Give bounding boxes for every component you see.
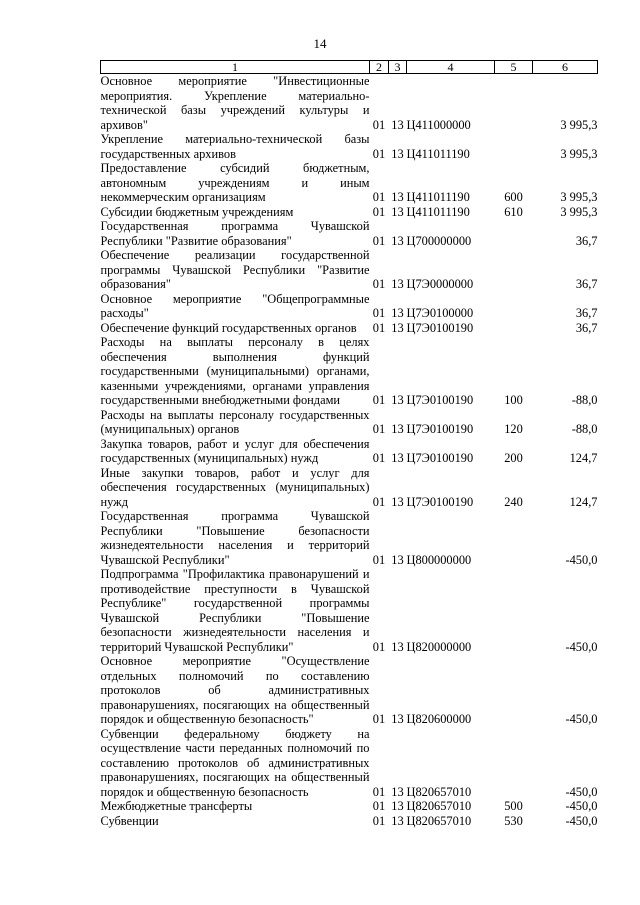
row-name-cell: Государственная программа Чувашской Республики "Повышение безопасности жизнедеятельности населения и территорий Чувашской Республики" [100, 509, 370, 567]
table-header-row [101, 61, 598, 74]
amount-cell: 36,7 [575, 306, 598, 320]
page-number: 14 [313, 36, 327, 51]
expense-type-cell: 600 [504, 190, 523, 204]
subsection-code-cell: 13 [391, 422, 404, 436]
row-name-cell: Основное мероприятие "Инвестиционные мероприятия. Укрепление материально-технической базы учреждений культуры и архивов" [100, 74, 370, 132]
target-code-cell: Ц411011190 [406, 146, 470, 161]
target-code-cell: Ц7Э0000000 [406, 277, 474, 291]
table-row [101, 132, 598, 161]
amount-cell: -450,0 [565, 784, 598, 799]
target-code-cell: Ц7Э0100190 [406, 494, 474, 509]
subsection-code-cell: 13 [391, 233, 404, 248]
subsection-code-cell: 13 [391, 494, 404, 509]
expense-type-cell: 530 [504, 813, 523, 828]
table-row [101, 437, 598, 466]
subsection-code-cell: 13 [391, 393, 404, 407]
target-code-cell: Ц411000000 [406, 117, 471, 132]
expense-type-cell: 500 [504, 799, 523, 813]
table-row [101, 466, 598, 510]
expense-type-cell: 100 [504, 393, 523, 407]
row-name-cell: Субвенции [100, 813, 159, 828]
subsection-code-cell: 13 [391, 552, 404, 567]
table-row [101, 205, 598, 220]
row-name-cell: Межбюджетные трансферты [100, 799, 253, 813]
target-code-cell: Ц820000000 [406, 639, 472, 654]
table-row [101, 654, 598, 727]
table-row [101, 408, 598, 437]
target-code-cell: Ц7Э0100190 [406, 451, 474, 465]
subsection-code-cell: 13 [391, 799, 404, 813]
target-code-cell: Ц7Э0100000 [406, 306, 474, 320]
section-code-cell: 01 [372, 451, 386, 465]
expense-type-cell [495, 321, 533, 336]
expense-type-cell [495, 509, 533, 567]
subsection-code-cell: 13 [391, 146, 404, 161]
target-code-cell: Ц7Э0100190 [406, 422, 474, 436]
amount-cell: 124,7 [569, 451, 598, 465]
amount-cell: -450,0 [565, 799, 598, 813]
row-name-cell: Предоставление субсидий бюджетным, автономным учреждениям и иным некоммерческим организациям [100, 161, 370, 204]
row-name-cell: Основное мероприятие "Осуществление отдельных полномочий по составлению протоколов об административных правонарушениях, посягающих на общественный порядок и общественную безопасность" [100, 654, 370, 726]
expense-type-cell [495, 132, 533, 161]
table-row [101, 161, 598, 205]
target-code-cell: Ц820657010 [406, 813, 472, 828]
amount-cell: -450,0 [565, 712, 598, 726]
amount-cell: -88,0 [571, 422, 598, 436]
target-code-cell: Ц700000000 [406, 233, 472, 248]
header-col-1: 1 [101, 61, 370, 74]
header-col-2: 2 [370, 61, 389, 74]
header-col-3: 3 [389, 61, 407, 74]
subsection-code-cell: 13 [391, 784, 404, 799]
subsection-code-cell: 13 [391, 813, 404, 828]
expense-type-cell [495, 292, 533, 321]
section-code-cell: 01 [372, 190, 386, 204]
table-body [101, 74, 598, 829]
table-row [101, 321, 598, 336]
expense-type-cell [495, 74, 533, 133]
subsection-code-cell: 13 [391, 277, 404, 291]
row-name-cell: Иные закупки товаров, работ и услуг для обеспечения государственных (муниципальных) нужд [100, 465, 370, 509]
section-code-cell: 01 [372, 233, 386, 248]
target-code-cell: Ц820657010 [406, 799, 472, 813]
table-row [101, 799, 598, 814]
section-code-cell: 01 [372, 639, 386, 654]
section-code-cell: 01 [372, 799, 386, 813]
expense-type-cell [495, 219, 533, 248]
section-code-cell: 01 [372, 277, 386, 291]
expense-type-cell: 120 [504, 422, 523, 436]
target-code-cell: Ц7Э0100190 [406, 320, 474, 335]
budget-table [100, 60, 598, 828]
section-code-cell: 01 [372, 393, 386, 407]
expense-type-cell: 240 [504, 494, 523, 509]
subsection-code-cell: 13 [391, 712, 404, 726]
row-name-cell: Расходы на выплаты персоналу государственных (муниципальных) органов [100, 407, 370, 436]
amount-cell: -450,0 [565, 639, 598, 654]
subsection-code-cell: 13 [391, 204, 404, 219]
subsection-code-cell: 13 [391, 117, 404, 132]
amount-cell: 36,7 [575, 277, 598, 291]
subsection-code-cell: 13 [391, 451, 404, 465]
header-col-6: 6 [533, 61, 598, 74]
subsection-code-cell: 13 [391, 306, 404, 320]
subsection-code-cell: 13 [391, 320, 404, 335]
table-row [101, 248, 598, 292]
section-code-cell: 01 [372, 494, 386, 509]
row-name-cell: Субвенции федеральному бюджету на осуществление части переданных полномочий по составлению протоколов об административных правонарушениях, посягающих на общественный порядок и общественную безопасность [100, 726, 370, 799]
section-code-cell: 01 [372, 784, 386, 799]
section-code-cell: 01 [372, 117, 386, 132]
table-row [101, 335, 598, 408]
expense-type-cell [495, 567, 533, 654]
row-name-cell: Обеспечение реализации государственной программы Чувашской Республики "Развитие образования" [100, 248, 370, 291]
section-code-cell: 01 [372, 552, 386, 567]
section-code-cell: 01 [372, 204, 386, 219]
section-code-cell: 01 [372, 813, 386, 828]
target-code-cell: Ц800000000 [406, 552, 472, 567]
amount-cell: -450,0 [565, 813, 598, 828]
expense-type-cell [495, 654, 533, 727]
target-code-cell: Ц411011190 [406, 190, 470, 204]
target-code-cell: Ц7Э0100190 [406, 393, 474, 407]
amount-cell: 3 995,3 [560, 117, 598, 132]
target-code-cell: Ц820657010 [406, 784, 472, 799]
section-code-cell: 01 [372, 146, 386, 161]
table-row [101, 219, 598, 248]
section-code-cell: 01 [372, 306, 386, 320]
section-code-cell: 01 [372, 712, 386, 726]
table-row [101, 727, 598, 800]
header-col-4: 4 [407, 61, 495, 74]
row-name-cell: Государственная программа Чувашской Республики "Развитие образования" [100, 219, 370, 248]
amount-cell: -450,0 [565, 552, 598, 567]
table-row [101, 292, 598, 321]
amount-cell: 124,7 [569, 494, 598, 509]
subsection-code-cell: 13 [391, 190, 404, 204]
amount-cell: 3 995,3 [560, 190, 598, 204]
amount-cell: 36,7 [575, 233, 598, 248]
section-code-cell: 01 [372, 422, 386, 436]
row-name-cell: Субсидии бюджетным учреждениям [100, 204, 294, 219]
table-row [101, 814, 598, 829]
amount-cell: 3 995,3 [560, 204, 598, 219]
table-row [101, 509, 598, 567]
expense-type-cell: 200 [504, 451, 523, 465]
row-name-cell: Подпрограмма "Профилактика правонарушений и противодействие преступности в Чувашской Республике" государственной программы Чувашской Республики "Повышение безопасности жизнедеятельности населения и территорий Чувашской Республики" [100, 567, 370, 654]
expense-type-cell: 610 [504, 204, 523, 219]
amount-cell: 3 995,3 [560, 146, 598, 161]
row-name-cell: Основное мероприятие "Общепрограммные расходы" [100, 291, 370, 320]
subsection-code-cell: 13 [391, 639, 404, 654]
target-code-cell: Ц411011190 [406, 204, 470, 219]
header-col-5: 5 [495, 61, 533, 74]
row-name-cell: Расходы на выплаты персоналу в целях обеспечения выполнения функций государственными (муниципальными) органами, казенными учреждениями, органами управления государственными внебюджетными фондами [100, 335, 370, 407]
row-name-cell: Укрепление материально-технической базы государственных архивов [100, 132, 370, 161]
target-code-cell: Ц820600000 [406, 712, 472, 726]
amount-cell: 36,7 [575, 320, 598, 335]
expense-type-cell [495, 727, 533, 800]
table-row [101, 74, 598, 133]
row-name-cell: Закупка товаров, работ и услуг для обеспечения государственных (муниципальных) нужд [100, 436, 370, 465]
section-code-cell: 01 [372, 320, 386, 335]
amount-cell: -88,0 [571, 393, 598, 407]
expense-type-cell [495, 248, 533, 292]
row-name-cell: Обеспечение функций государственных органов [100, 320, 357, 335]
table-row [101, 567, 598, 654]
